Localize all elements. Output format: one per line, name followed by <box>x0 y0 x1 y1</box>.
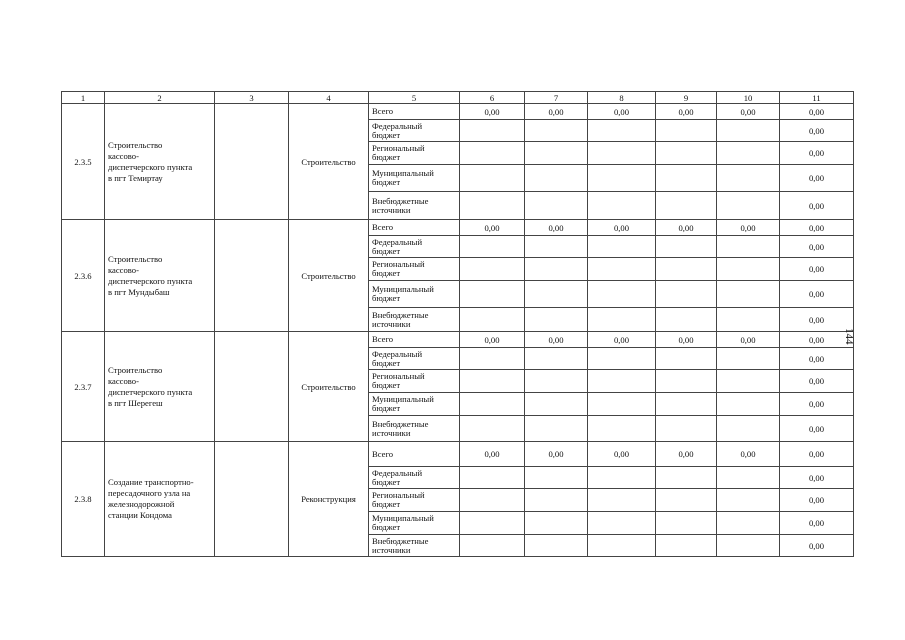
value-cell <box>525 393 588 416</box>
value-cell: 0,00 <box>780 467 854 489</box>
funding-source-line: Региональный <box>372 490 425 500</box>
item-name <box>105 104 215 220</box>
value-cell: 0,00 <box>717 442 780 467</box>
value-cell <box>525 142 588 165</box>
column-header: 7 <box>525 92 588 104</box>
value-cell <box>656 308 717 332</box>
value-cell: 0,00 <box>780 258 854 281</box>
column-header: 9 <box>656 92 717 104</box>
value-cell: 0,00 <box>525 332 588 348</box>
funding-source <box>369 489 460 512</box>
value-cell: 0,00 <box>780 416 854 442</box>
value-cell <box>460 236 525 258</box>
value-cell <box>460 281 525 308</box>
value-cell: 0,00 <box>780 236 854 258</box>
value-cell <box>460 120 525 142</box>
value-cell: 0,00 <box>525 220 588 236</box>
item-name-line: станции Кондома <box>108 510 172 520</box>
value-cell <box>588 489 656 512</box>
value-cell <box>656 258 717 281</box>
value-cell <box>717 467 780 489</box>
work-type: Строительство <box>289 332 369 442</box>
value-cell <box>460 142 525 165</box>
value-cell <box>717 120 780 142</box>
item-name-line: диспетчерского пункта <box>108 161 193 172</box>
funding-source-line: бюджет <box>372 245 401 256</box>
value-cell: 0,00 <box>780 192 854 220</box>
value-cell: 0,00 <box>656 104 717 120</box>
value-cell <box>717 192 780 220</box>
item-name-line: Создание транспортно- <box>108 477 194 487</box>
value-cell <box>588 393 656 416</box>
value-cell <box>525 535 588 557</box>
item-name <box>105 220 215 332</box>
funding-source-line: Всего <box>372 334 394 344</box>
value-cell: 0,00 <box>717 332 780 348</box>
item-name-line: кассово- <box>108 264 139 275</box>
value-cell <box>525 165 588 192</box>
value-cell: 0,00 <box>780 142 854 165</box>
value-cell: 0,00 <box>780 104 854 120</box>
funding-source-line: Внебюджетные <box>372 195 429 206</box>
work-type: Строительство <box>289 220 369 332</box>
column-header: 3 <box>215 92 289 104</box>
value-cell: 0,00 <box>460 442 525 467</box>
value-cell <box>717 142 780 165</box>
item-name-line: Строительство <box>108 364 163 375</box>
value-cell <box>656 416 717 442</box>
funding-source-line: Федеральный <box>372 120 423 131</box>
table-row <box>62 332 854 348</box>
page-number: 144 <box>843 328 855 345</box>
funding-source-line: источники <box>372 544 411 555</box>
value-cell <box>717 236 780 258</box>
work-type: Строительство <box>289 104 369 220</box>
budget-table <box>61 91 854 557</box>
funding-source-line: Внебюджетные <box>372 535 429 546</box>
item-number: 2.3.7 <box>62 332 105 442</box>
value-cell: 0,00 <box>780 370 854 393</box>
value-cell <box>588 416 656 442</box>
funding-source <box>369 535 460 557</box>
value-cell: 0,00 <box>780 489 854 512</box>
funding-source-line: Всего <box>372 106 394 116</box>
value-cell: 0,00 <box>780 308 854 332</box>
item-name-line: в пгт Шерегеш <box>108 397 163 408</box>
value-cell <box>525 258 588 281</box>
value-cell: 0,00 <box>525 442 588 467</box>
funding-source-line: Муниципальный <box>372 394 434 404</box>
value-cell <box>588 308 656 332</box>
value-cell <box>656 165 717 192</box>
funding-source-line: Внебюджетные <box>372 309 429 320</box>
funding-source-line: Федеральный <box>372 467 423 478</box>
value-cell: 0,00 <box>656 220 717 236</box>
funding-source-line: источники <box>372 318 411 329</box>
item-number: 2.3.8 <box>62 442 105 557</box>
funding-source <box>369 258 460 281</box>
value-cell: 0,00 <box>588 332 656 348</box>
funding-source-line: бюджет <box>372 476 401 487</box>
item-number: 2.3.6 <box>62 220 105 332</box>
column-header: 5 <box>369 92 460 104</box>
value-cell <box>588 120 656 142</box>
funding-source <box>369 192 460 220</box>
value-cell <box>656 489 717 512</box>
item-name-line: в пгт Мундыбаш <box>108 286 170 297</box>
value-cell <box>717 512 780 535</box>
funding-source-line: Всего <box>372 448 394 459</box>
item-name-line: Строительство <box>108 253 163 264</box>
column-header: 8 <box>588 92 656 104</box>
table-row <box>62 104 854 120</box>
value-cell <box>588 258 656 281</box>
value-cell <box>656 535 717 557</box>
item-name-line: кассово- <box>108 150 139 161</box>
funding-source <box>369 467 460 489</box>
funding-source <box>369 308 460 332</box>
value-cell <box>588 281 656 308</box>
value-cell <box>588 236 656 258</box>
value-cell: 0,00 <box>780 393 854 416</box>
value-cell: 0,00 <box>780 535 854 557</box>
value-cell <box>717 535 780 557</box>
value-cell <box>656 467 717 489</box>
table-row <box>62 442 854 467</box>
value-cell: 0,00 <box>460 332 525 348</box>
value-cell <box>656 281 717 308</box>
value-cell <box>588 192 656 220</box>
funding-source-line: бюджет <box>372 152 401 162</box>
value-cell <box>656 370 717 393</box>
funding-source-line: бюджет <box>372 522 401 532</box>
value-cell <box>525 192 588 220</box>
item-number: 2.3.5 <box>62 104 105 220</box>
funding-source <box>369 348 460 370</box>
value-cell: 0,00 <box>460 104 525 120</box>
funding-source-line: Региональный <box>372 143 425 153</box>
value-cell <box>525 281 588 308</box>
value-cell: 0,00 <box>780 165 854 192</box>
item-name-line: диспетчерского пункта <box>108 275 193 286</box>
value-cell <box>588 142 656 165</box>
value-cell <box>656 236 717 258</box>
funding-source-line: Всего <box>372 222 394 232</box>
value-cell: 0,00 <box>780 120 854 142</box>
value-cell <box>460 467 525 489</box>
value-cell <box>460 258 525 281</box>
item-name-line: кассово- <box>108 375 139 386</box>
value-cell: 0,00 <box>780 348 854 370</box>
funding-source-line: бюджет <box>372 293 401 303</box>
value-cell <box>525 348 588 370</box>
item-name <box>105 332 215 442</box>
value-cell: 0,00 <box>780 442 854 467</box>
funding-source <box>369 104 460 120</box>
column-header: 1 <box>62 92 105 104</box>
value-cell <box>717 393 780 416</box>
funding-source <box>369 370 460 393</box>
value-cell: 0,00 <box>717 220 780 236</box>
value-cell <box>717 370 780 393</box>
value-cell <box>717 165 780 192</box>
column-header: 2 <box>105 92 215 104</box>
funding-source-line: Муниципальный <box>372 513 434 523</box>
value-cell <box>717 281 780 308</box>
funding-source-line: источники <box>372 204 411 215</box>
funding-source-line: Региональный <box>372 259 425 269</box>
value-cell: 0,00 <box>588 442 656 467</box>
item-name-line: Строительство <box>108 139 163 150</box>
value-cell <box>656 512 717 535</box>
value-cell <box>656 192 717 220</box>
value-cell: 0,00 <box>525 104 588 120</box>
funding-source-line: Федеральный <box>372 236 423 247</box>
column-number-row <box>62 92 854 104</box>
value-cell <box>525 120 588 142</box>
value-cell <box>525 236 588 258</box>
funding-source <box>369 512 460 535</box>
funding-source-line: Муниципальный <box>372 284 434 294</box>
value-cell <box>588 512 656 535</box>
value-cell <box>525 467 588 489</box>
value-cell <box>656 348 717 370</box>
value-cell: 0,00 <box>656 332 717 348</box>
value-cell <box>717 348 780 370</box>
value-cell <box>717 489 780 512</box>
value-cell <box>460 393 525 416</box>
value-cell <box>656 120 717 142</box>
value-cell <box>588 467 656 489</box>
value-cell: 0,00 <box>460 220 525 236</box>
value-cell <box>525 416 588 442</box>
funding-source <box>369 165 460 192</box>
value-cell <box>460 535 525 557</box>
funding-source <box>369 142 460 165</box>
column-3-cell <box>215 332 289 442</box>
funding-source-line: Федеральный <box>372 348 423 359</box>
column-header: 11 <box>780 92 854 104</box>
funding-source-line: бюджет <box>372 403 401 413</box>
value-cell <box>460 489 525 512</box>
table-row <box>62 220 854 236</box>
value-cell: 0,00 <box>780 220 854 236</box>
funding-source-line: бюджет <box>372 380 401 390</box>
funding-source <box>369 120 460 142</box>
value-cell <box>460 348 525 370</box>
column-header: 6 <box>460 92 525 104</box>
funding-source <box>369 220 460 236</box>
funding-source-line: Внебюджетные <box>372 418 429 429</box>
value-cell <box>525 370 588 393</box>
value-cell: 0,00 <box>780 281 854 308</box>
value-cell <box>525 512 588 535</box>
value-cell: 0,00 <box>780 512 854 535</box>
value-cell <box>460 165 525 192</box>
value-cell: 0,00 <box>588 104 656 120</box>
item-name-line: железнодорожной <box>108 499 175 509</box>
funding-source-line: Региональный <box>372 371 425 381</box>
value-cell <box>460 512 525 535</box>
column-header: 4 <box>289 92 369 104</box>
item-name <box>105 442 215 557</box>
funding-source <box>369 393 460 416</box>
funding-source-line: Муниципальный <box>372 168 434 178</box>
column-3-cell <box>215 220 289 332</box>
funding-source <box>369 442 460 467</box>
value-cell <box>656 393 717 416</box>
funding-source-line: бюджет <box>372 177 401 187</box>
item-name-line: диспетчерского пункта <box>108 386 193 397</box>
value-cell: 0,00 <box>656 442 717 467</box>
value-cell <box>460 192 525 220</box>
funding-source-line: источники <box>372 427 411 438</box>
value-cell <box>588 535 656 557</box>
value-cell <box>588 370 656 393</box>
value-cell <box>460 370 525 393</box>
value-cell <box>588 165 656 192</box>
value-cell: 0,00 <box>780 332 854 348</box>
funding-source <box>369 236 460 258</box>
funding-source <box>369 416 460 442</box>
value-cell <box>460 308 525 332</box>
column-3-cell <box>215 104 289 220</box>
funding-source <box>369 281 460 308</box>
value-cell <box>460 416 525 442</box>
value-cell <box>656 142 717 165</box>
value-cell <box>588 348 656 370</box>
item-name-line: в пгт Темиртау <box>108 172 163 183</box>
funding-source-line: бюджет <box>372 357 401 368</box>
item-name-line: пересадочного узла на <box>108 488 191 498</box>
funding-source-line: бюджет <box>372 268 401 278</box>
funding-source-line: бюджет <box>372 129 401 140</box>
value-cell: 0,00 <box>717 104 780 120</box>
column-header: 10 <box>717 92 780 104</box>
value-cell: 0,00 <box>588 220 656 236</box>
funding-source-line: бюджет <box>372 499 401 509</box>
column-3-cell <box>215 442 289 557</box>
value-cell <box>717 308 780 332</box>
value-cell <box>717 258 780 281</box>
value-cell <box>525 489 588 512</box>
work-type: Реконструкция <box>289 442 369 557</box>
funding-source <box>369 332 460 348</box>
value-cell <box>717 416 780 442</box>
table-body <box>62 92 854 557</box>
value-cell <box>525 308 588 332</box>
